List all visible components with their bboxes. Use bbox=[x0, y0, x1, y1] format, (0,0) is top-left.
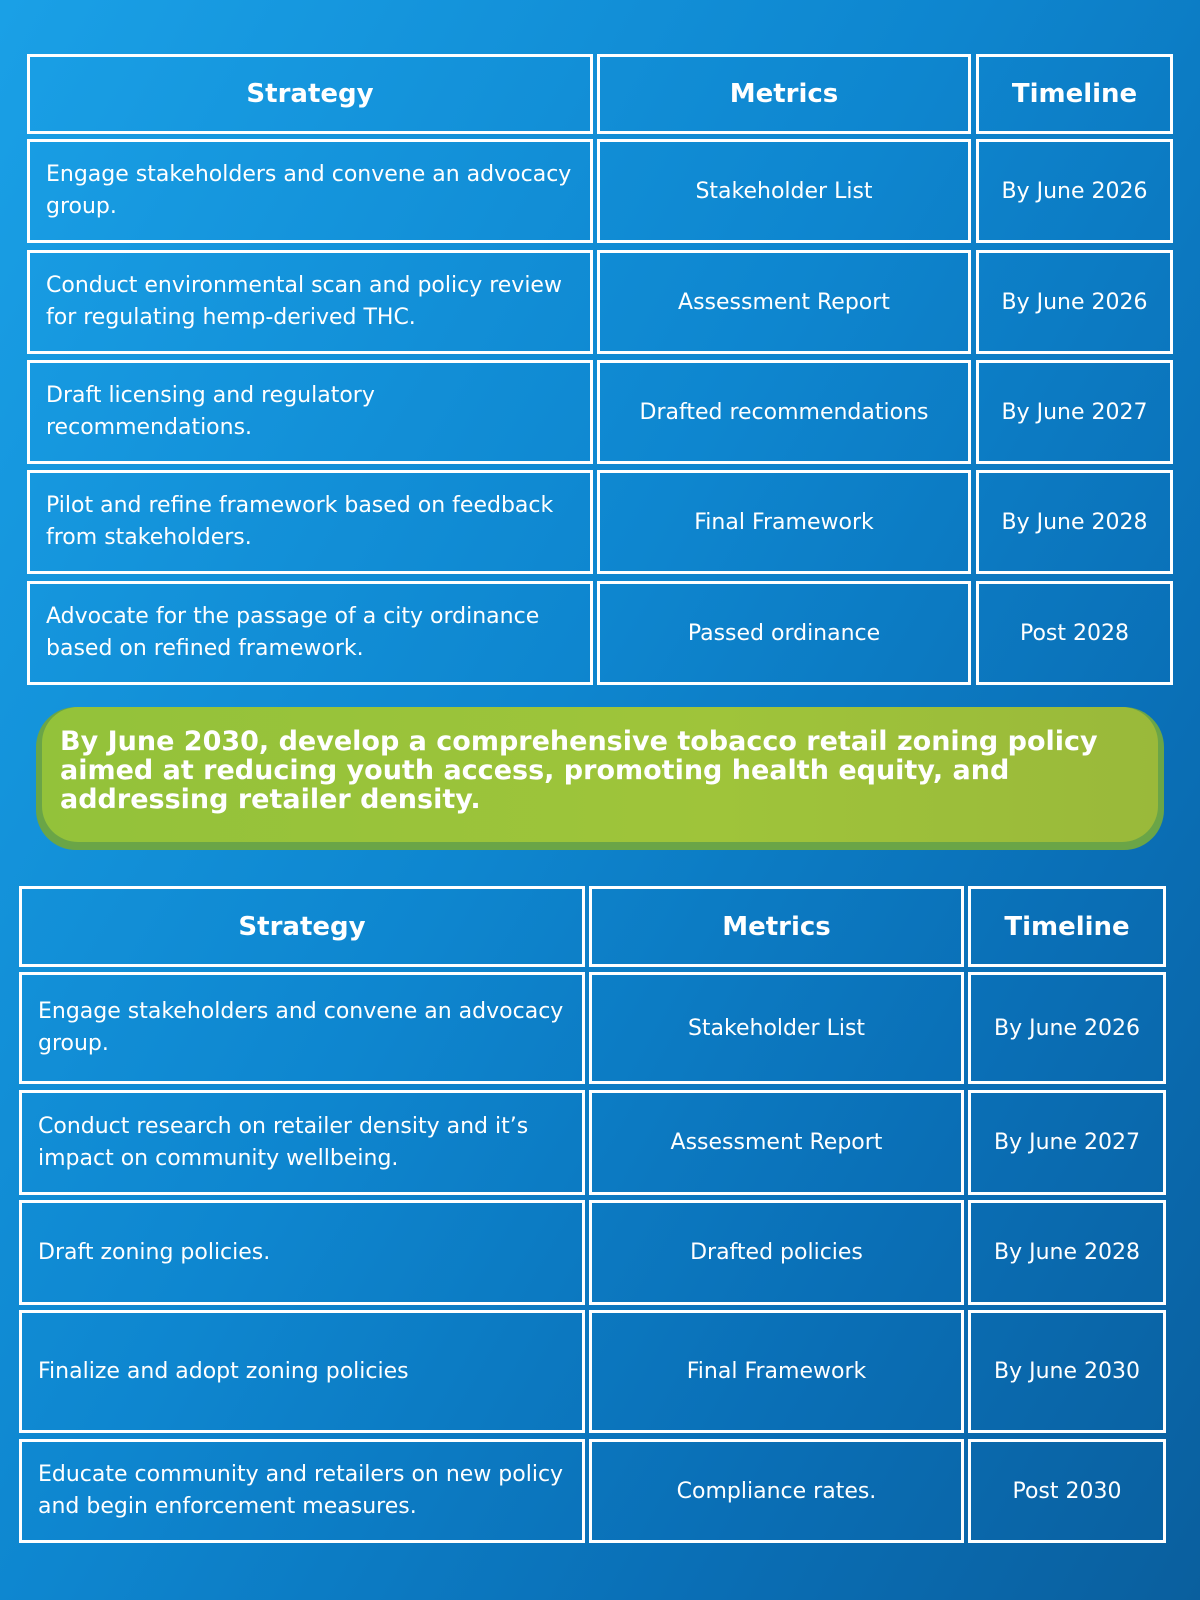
table-cell-metric: Drafted policies bbox=[589, 1200, 964, 1305]
table-cell-timeline: Post 2030 bbox=[968, 1439, 1166, 1543]
table-cell-metric: Assessment Report bbox=[589, 1090, 964, 1195]
table-cell-strategy: Educate community and retailers on new policy and begin enforcement measures. bbox=[19, 1439, 585, 1543]
table-cell-timeline: By June 2028 bbox=[968, 1200, 1166, 1305]
table-cell-strategy: Draft zoning policies. bbox=[19, 1200, 585, 1305]
table-cell-metric: Stakeholder List bbox=[597, 139, 971, 243]
table-cell-timeline: Post 2028 bbox=[976, 581, 1173, 685]
table-cell-timeline: By June 2027 bbox=[976, 360, 1173, 464]
table-cell-strategy: Draft licensing and regulatory recommendations. bbox=[27, 360, 593, 464]
table-cell-strategy: Conduct research on retailer density and it’s impact on community wellbeing. bbox=[19, 1090, 585, 1195]
table-header-timeline: Timeline bbox=[976, 54, 1173, 134]
table-header-timeline: Timeline bbox=[968, 886, 1166, 967]
table-cell-timeline: By June 2028 bbox=[976, 470, 1173, 574]
table-header-strategy: Strategy bbox=[19, 886, 585, 967]
table-cell-metric: Final Framework bbox=[589, 1310, 964, 1433]
table-cell-strategy: Engage stakeholders and convene an advocacy group. bbox=[27, 139, 593, 243]
table-cell-timeline: By June 2026 bbox=[976, 250, 1173, 354]
table-cell-strategy: Conduct environmental scan and policy review for regulating hemp-derived THC. bbox=[27, 250, 593, 354]
table-header-metrics: Metrics bbox=[597, 54, 971, 134]
table-cell-timeline: By June 2026 bbox=[976, 139, 1173, 243]
table-cell-metric: Assessment Report bbox=[597, 250, 971, 354]
table-cell-metric: Drafted recommendations bbox=[597, 360, 971, 464]
table-cell-metric: Compliance rates. bbox=[589, 1439, 964, 1543]
table-cell-timeline: By June 2027 bbox=[968, 1090, 1166, 1195]
table-cell-metric: Passed ordinance bbox=[597, 581, 971, 685]
table-cell-strategy: Advocate for the passage of a city ordinance based on refined framework. bbox=[27, 581, 593, 685]
table-cell-strategy: Engage stakeholders and convene an advocacy group. bbox=[19, 972, 585, 1084]
table-cell-strategy: Finalize and adopt zoning policies bbox=[19, 1310, 585, 1433]
table-cell-metric: Final Framework bbox=[597, 470, 971, 574]
table-header-strategy: Strategy bbox=[27, 54, 593, 134]
table-cell-metric: Stakeholder List bbox=[589, 972, 964, 1084]
table-cell-timeline: By June 2026 bbox=[968, 972, 1166, 1084]
goal-statement: By June 2030, develop a comprehensive tobacco retail zoning policy aimed at reducing youth access, promoting health equity, and addressing retailer density. bbox=[60, 726, 1098, 815]
table-cell-timeline: By June 2030 bbox=[968, 1310, 1166, 1433]
table-cell-strategy: Pilot and refine framework based on feedback from stakeholders. bbox=[27, 470, 593, 574]
table-header-metrics: Metrics bbox=[589, 886, 964, 967]
